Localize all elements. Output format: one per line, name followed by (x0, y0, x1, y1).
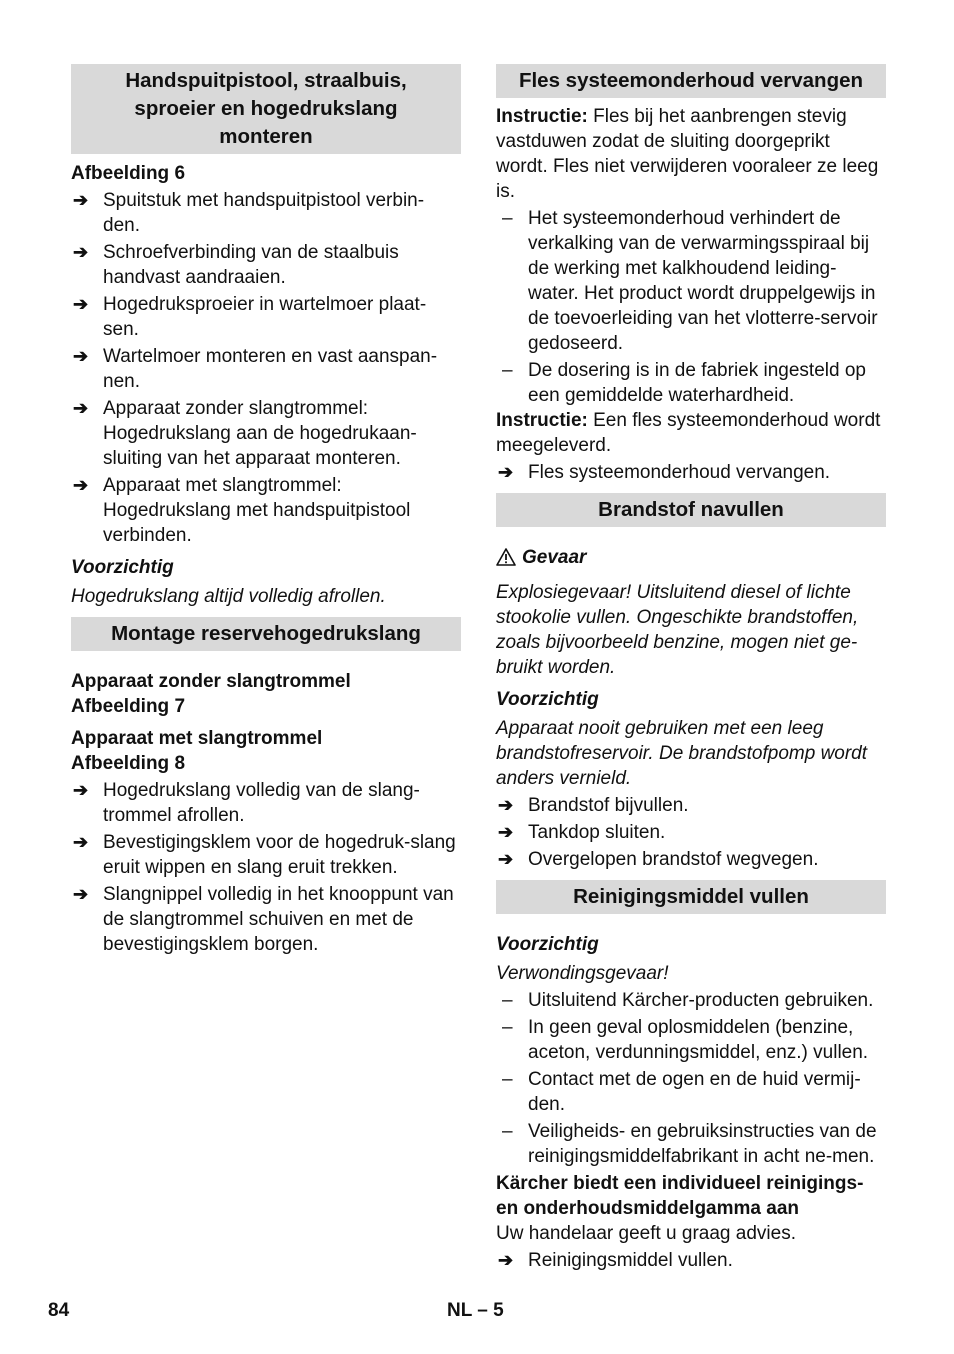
instruction-label: Instructie: (496, 106, 588, 127)
step-item: ➔ Bevestigingsklem voor de hogedruk-slang eruit wippen en slang eruit trekken. (73, 832, 456, 878)
arrow-right-icon: ➔ (73, 242, 89, 262)
arrow-right-icon: ➔ (73, 832, 89, 852)
dash-icon: – (502, 1121, 513, 1142)
step-item: ➔ Hogedrukslang volledig van de slang-trommel afrollen. (73, 780, 420, 826)
caution-label: Voorzichtig (71, 557, 174, 578)
caution-text: Verwondingsgevaar! (496, 963, 669, 984)
dash-icon: – (502, 360, 513, 381)
figure-ref: Afbeelding 7 (71, 696, 186, 717)
list-item: – Veiligheids- en gebruiksinstructies van de reinigingsmiddelfabrikant in acht ne-men. (502, 1121, 877, 1167)
section-title-monteren: Handspuitpistool, straalbuis, sproeier en hogedrukslang monteren (71, 64, 461, 154)
step-item: ➔ Schroefverbinding van de staalbuis handvast aandraaien. (73, 242, 399, 288)
arrow-right-icon: ➔ (498, 1250, 514, 1270)
danger-label-row (496, 545, 886, 573)
dash-icon: – (502, 990, 513, 1011)
dash-icon: – (502, 1017, 513, 1038)
arrow-right-icon: ➔ (73, 190, 89, 210)
dash-icon: – (502, 1069, 513, 1090)
right-column (496, 64, 886, 1273)
caution-label: Voorzichtig (496, 689, 599, 710)
instruction-note (496, 408, 886, 458)
arrow-right-icon: ➔ (73, 294, 89, 314)
instruction-text: Een fles systeemonderhoud wordt meegeleverd. (496, 410, 881, 456)
instruction-note (496, 104, 886, 204)
step-item: ➔ Overgelopen brandstof wegvegen. (498, 849, 819, 870)
language-page-label: NL – 5 (447, 1300, 504, 1321)
section-title-reinigingsmiddel: Reinigingsmiddel vullen (496, 880, 886, 914)
arrow-right-icon: ➔ (498, 462, 514, 482)
step-item: ➔ Apparaat met slangtrommel: Hogedrukslang met handspuitpistool verbinden. (73, 475, 411, 546)
step-item: ➔ Tankdop sluiten. (498, 822, 666, 843)
figure-ref: Afbeelding 8 (71, 753, 186, 774)
left-column (71, 64, 461, 957)
section-title-fles: Fles systeemonderhoud vervangen (496, 64, 886, 98)
list-item: – In geen geval oplosmiddelen (benzine, aceton, verdunningsmiddel, enz.) vullen. (502, 1017, 869, 1063)
info-text: Uw handelaar geeft u graag advies. (496, 1223, 796, 1244)
arrow-right-icon: ➔ (73, 475, 89, 495)
info-bold-text: Kärcher biedt een individueel reinigings- en onderhoudsmiddelgamma aan (496, 1173, 864, 1219)
arrow-right-icon: ➔ (498, 822, 514, 842)
step-item: ➔ Apparaat zonder slangtrommel: Hogedrukslang aan de hogedrukaan-sluiting van het apparaat monteren. (73, 398, 417, 469)
section-title-brandstof: Brandstof navullen (496, 493, 886, 527)
instruction-text: Fles bij het aanbrengen stevig vastduwen zodat de sluiting doorgeprikt wordt. Fles niet verwijderen vooraleer ze leeg is. (496, 106, 879, 202)
arrow-right-icon: ➔ (498, 849, 514, 869)
step-item: ➔ Reinigingsmiddel vullen. (498, 1250, 733, 1271)
step-item: ➔ Slangnippel volledig in het knooppunt van de slangtrommel schuiven en met de bevestigingsklem borgen. (73, 884, 454, 955)
list-item: – De dosering is in de fabriek ingesteld op een gemiddelde waterhardheid. (502, 360, 866, 406)
instruction-label: Instructie: (496, 410, 588, 431)
arrow-right-icon: ➔ (498, 795, 514, 815)
page-number: 84 (48, 1300, 70, 1321)
arrow-right-icon: ➔ (73, 780, 89, 800)
warning-triangle-icon (496, 548, 516, 573)
danger-text: Explosiegevaar! Uitsluitend diesel of lichte stookolie vullen. Ongeschikte brandstoffen, zoals bijvoorbeeld benzine, mogen niet ge-bruikt worden. (496, 582, 859, 678)
caution-label: Voorzichtig (496, 934, 599, 955)
arrow-right-icon: ➔ (73, 884, 89, 904)
section-title-montage: Montage reservehogedrukslang (71, 617, 461, 651)
figure-ref: Afbeelding 6 (71, 163, 186, 184)
step-item: ➔ Fles systeemonderhoud vervangen. (498, 462, 831, 483)
list-item: – Contact met de ogen en de huid vermij-den. (502, 1069, 861, 1115)
step-item: ➔ Wartelmoer monteren en vast aanspan-nen. (73, 346, 438, 392)
step-item: ➔ Brandstof bijvullen. (498, 795, 689, 816)
danger-label: Gevaar (522, 547, 587, 568)
caution-text: Hogedrukslang altijd volledig afrollen. (71, 586, 386, 607)
arrow-right-icon: ➔ (73, 398, 89, 418)
subsection-title: Apparaat zonder slangtrommel (71, 671, 351, 692)
arrow-right-icon: ➔ (73, 346, 89, 366)
list-item: – Het systeemonderhoud verhindert de verkalking van de verwarmingsspiraal bij de werking met kalkhoudend leiding-water. Het product wordt druppelgewijs in de toevoerleiding van het vlotterre-servoir gedoseerd. (502, 208, 878, 354)
subsection-title: Apparaat met slangtrommel (71, 728, 323, 749)
caution-text: Apparaat nooit gebruiken met een leeg brandstofreservoir. De brandstofpomp wordt anders vernield. (496, 718, 868, 789)
list-item: – Uitsluitend Kärcher-producten gebruiken. (502, 990, 874, 1011)
dash-icon: – (502, 208, 513, 229)
step-item: ➔ Spuitstuk met handspuitpistool verbin-den. (73, 190, 425, 236)
step-item: ➔ Hogedruksproeier in wartelmoer plaat-sen. (73, 294, 427, 340)
